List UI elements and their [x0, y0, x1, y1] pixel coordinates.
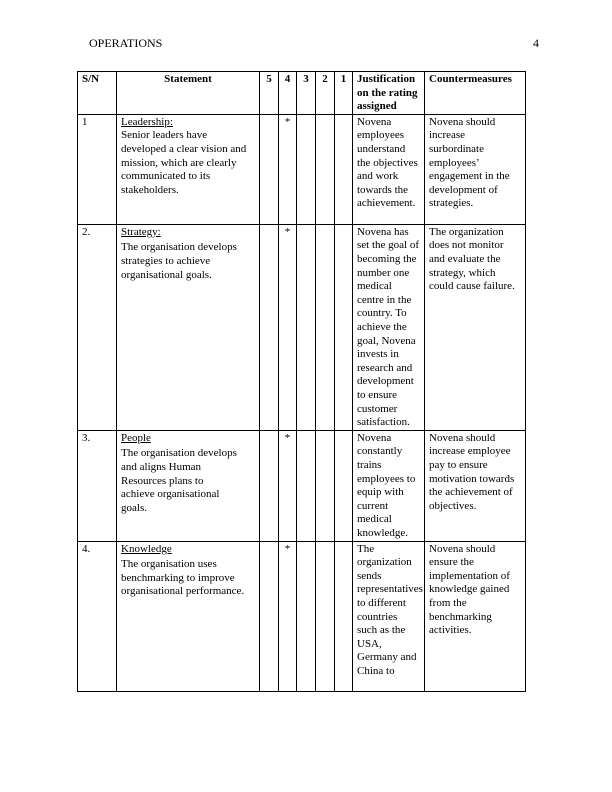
header-rating-4: 4: [279, 72, 297, 115]
rating-2-cell: [316, 430, 335, 541]
header-rating-2: 2: [316, 72, 335, 115]
table-row: [78, 541, 526, 691]
table-row: [78, 114, 526, 224]
header-statement: Statement: [117, 72, 260, 115]
rating-3-cell: [297, 114, 316, 224]
row-justification: The organization sends representatives to different countries such as the USA, Germany and China to: [353, 541, 425, 691]
row-sn: 2.: [78, 224, 117, 430]
statement-category: People: [121, 431, 151, 444]
table-row: [78, 224, 526, 430]
row-countermeasure: The organization does not monitor and evaluate the strategy, which could cause failure.: [425, 224, 526, 430]
rating-3-cell: [297, 224, 316, 430]
rating-4-cell: *: [279, 430, 297, 541]
table-header-row: [78, 72, 526, 115]
row-justification: Novena has set the goal of becoming the number one medical centre in the country. To achieve the goal, Novena invests in research and development to ensure customer satisfaction.: [353, 224, 425, 430]
rating-5-cell: [260, 430, 279, 541]
rating-3-cell: [297, 430, 316, 541]
row-statement: [117, 114, 260, 224]
rating-5-cell: [260, 541, 279, 691]
rating-1-cell: [335, 430, 353, 541]
statement-description: Senior leaders have developed a clear vision and mission, which are clearly communicated to its stakeholders.: [121, 129, 247, 196]
row-statement: [117, 430, 260, 541]
rating-4-cell: *: [279, 114, 297, 224]
rating-1-cell: [335, 224, 353, 430]
statement-description: The organisation uses benchmarking to improve organisational performance.: [121, 558, 245, 598]
header-sn: S/N: [78, 72, 117, 115]
header-rating-5: 5: [260, 72, 279, 115]
row-justification: Novena constantly trains employees to equip with current medical knowledge.: [353, 430, 425, 541]
operations-rating-table: [77, 71, 526, 692]
page-number: 4: [533, 36, 539, 50]
rating-2-cell: [316, 114, 335, 224]
rating-3-cell: [297, 541, 316, 691]
rating-4-cell: *: [279, 224, 297, 430]
rating-2-cell: [316, 541, 335, 691]
row-sn: 3.: [78, 430, 117, 541]
row-countermeasure: Novena should ensure the implementation of knowledge gained from the benchmarking activities.: [425, 541, 526, 691]
table-row: [78, 430, 526, 541]
rating-1-cell: [335, 541, 353, 691]
rating-4-cell: *: [279, 541, 297, 691]
row-sn: 1: [78, 114, 117, 224]
row-countermeasure: Novena should increase surbordinate employees’ engagement in the development of strategies.: [425, 114, 526, 224]
statement-description: The organisation develops strategies to achieve organisational goals.: [121, 241, 237, 281]
row-statement: [117, 224, 260, 430]
row-countermeasure: Novena should increase employee pay to ensure motivation towards the achievement of objectives.: [425, 430, 526, 541]
header-countermeasures: Countermeasures: [425, 72, 526, 115]
rating-5-cell: [260, 114, 279, 224]
row-statement: [117, 541, 260, 691]
row-sn: 4.: [78, 541, 117, 691]
statement-description: The organisation develops and aligns Human Resources plans to achieve organisational goals.: [121, 447, 237, 514]
rating-2-cell: [316, 224, 335, 430]
header-rating-1: 1: [335, 72, 353, 115]
running-head: OPERATIONS: [89, 36, 163, 50]
statement-category: Leadership:: [121, 115, 173, 128]
row-justification: Novena employees understand the objectives and work towards the achievement.: [353, 114, 425, 224]
statement-category: Strategy:: [121, 225, 161, 238]
statement-category: Knowledge: [121, 542, 172, 555]
header-justification: Justification on the rating assigned: [353, 72, 425, 115]
header-rating-3: 3: [297, 72, 316, 115]
rating-5-cell: [260, 224, 279, 430]
rating-1-cell: [335, 114, 353, 224]
